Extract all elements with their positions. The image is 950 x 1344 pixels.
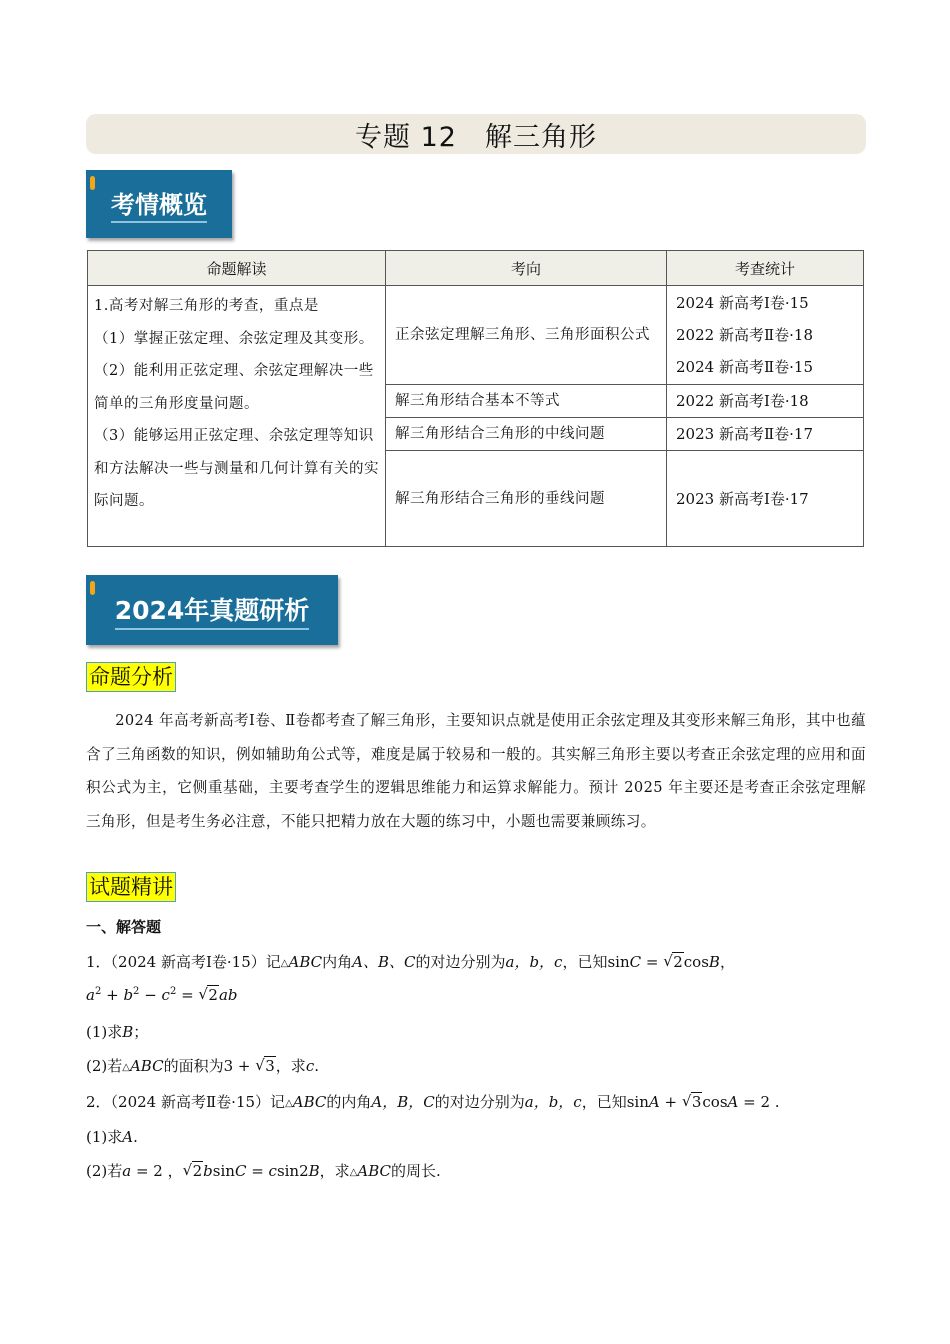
stats-cell: 2023 新高考Ⅰ卷·17: [667, 451, 864, 547]
formula-sin-c: sinC = √ 2cosB，: [607, 953, 734, 971]
highlight-label-analysis: 命题分析: [86, 662, 176, 692]
stats-cell: 2024 新高考Ⅰ卷·15 2022 新高考Ⅱ卷·18 2024 新高考Ⅱ卷·15: [667, 286, 864, 385]
problem-2-stem: 2．（2024 新高考Ⅱ卷·15）记△ABC的内角A，B，C的对边分别为a，b，c，已知sinA + √ 3cosA = 2 .: [86, 1091, 780, 1112]
analysis-paragraph: 2024 年高考新高考Ⅰ卷、Ⅱ卷都考查了解三角形，主要知识点就是使用正余弦定理及其变形来解三角形，其中也蕴含了三角函数的知识，例如辅助角公式等，难度是属于较易和一般的。其实解三角形主要以考查正余弦定理的应用和面积公式为主，它侧重基础，主要考查学生的逻辑思维能力和运算求解能力。预计 2025 年主要还是考查正余弦定理解三角形，但是考生务必注意，不能只把精力放在大题的练习中，小题也需要兼顾练习。: [86, 712, 866, 830]
stats-cell: 2023 新高考Ⅱ卷·17: [667, 418, 864, 451]
triangle-symbol: △: [280, 958, 289, 969]
direction-cell: 正余弦定理解三角形、三角形面积公式: [386, 286, 667, 385]
direction-cell: 解三角形结合三角形的垂线问题: [386, 451, 667, 547]
badge-tick-icon: [90, 581, 95, 595]
badge-tick-icon: [90, 176, 95, 190]
problem-1-question-1: (1)求B；: [86, 1023, 149, 1041]
problem-1-stem: 1．（2024 新高考Ⅰ卷·15）记△ABC内角A、B、C的对边分别为a，b，c，已知sinC = √ 2cosB，: [86, 951, 735, 972]
highlight-label-problems: 试题精讲: [86, 872, 176, 902]
stats-cell: 2022 新高考Ⅰ卷·18: [667, 385, 864, 418]
col-header-interpretation: 命题解读: [88, 251, 386, 286]
section-badge-overview: 考情概览: [86, 170, 232, 238]
section-badge-2024: 2024年真题研析: [86, 575, 338, 645]
problem-2-question-1: (1)求A.: [86, 1128, 138, 1146]
page-title: 专题 12 解三角形: [86, 114, 866, 154]
formula-sin-a: sinA + √ 3cosA = 2 .: [627, 1093, 780, 1111]
problem-1-question-2: (2)若△ABC的面积为3 + √ 3，求c.: [86, 1055, 319, 1076]
interpretation-cell: 1.高考对解三角形的考查，重点是 （1）掌握正弦定理、余弦定理及其变形。 （2）能利用正弦定理、余弦定理解决一些简单的三角形度量问题。 （3）能够运用正弦定理、余弦定理等知识和方法解决一些与测量和几何计算有关的实际问题。: [88, 286, 386, 547]
overview-table: [87, 250, 864, 547]
direction-cell: 解三角形结合基本不等式: [386, 385, 667, 418]
formula-cosine-relation: $a^2 + b^2 - c^2$ = √ 2ab: [86, 986, 238, 1004]
table-row: [88, 286, 864, 385]
direction-cell: 解三角形结合三角形的中线问题: [386, 418, 667, 451]
col-header-direction: 考向: [386, 251, 667, 286]
col-header-stats: 考查统计: [667, 251, 864, 286]
section-heading: 一、解答题: [86, 918, 162, 936]
table-header-row: [88, 251, 864, 286]
problem-2-question-2: (2)若a = 2 ，√ 2bsinC = csin2B，求△ABC的周长.: [86, 1160, 441, 1181]
